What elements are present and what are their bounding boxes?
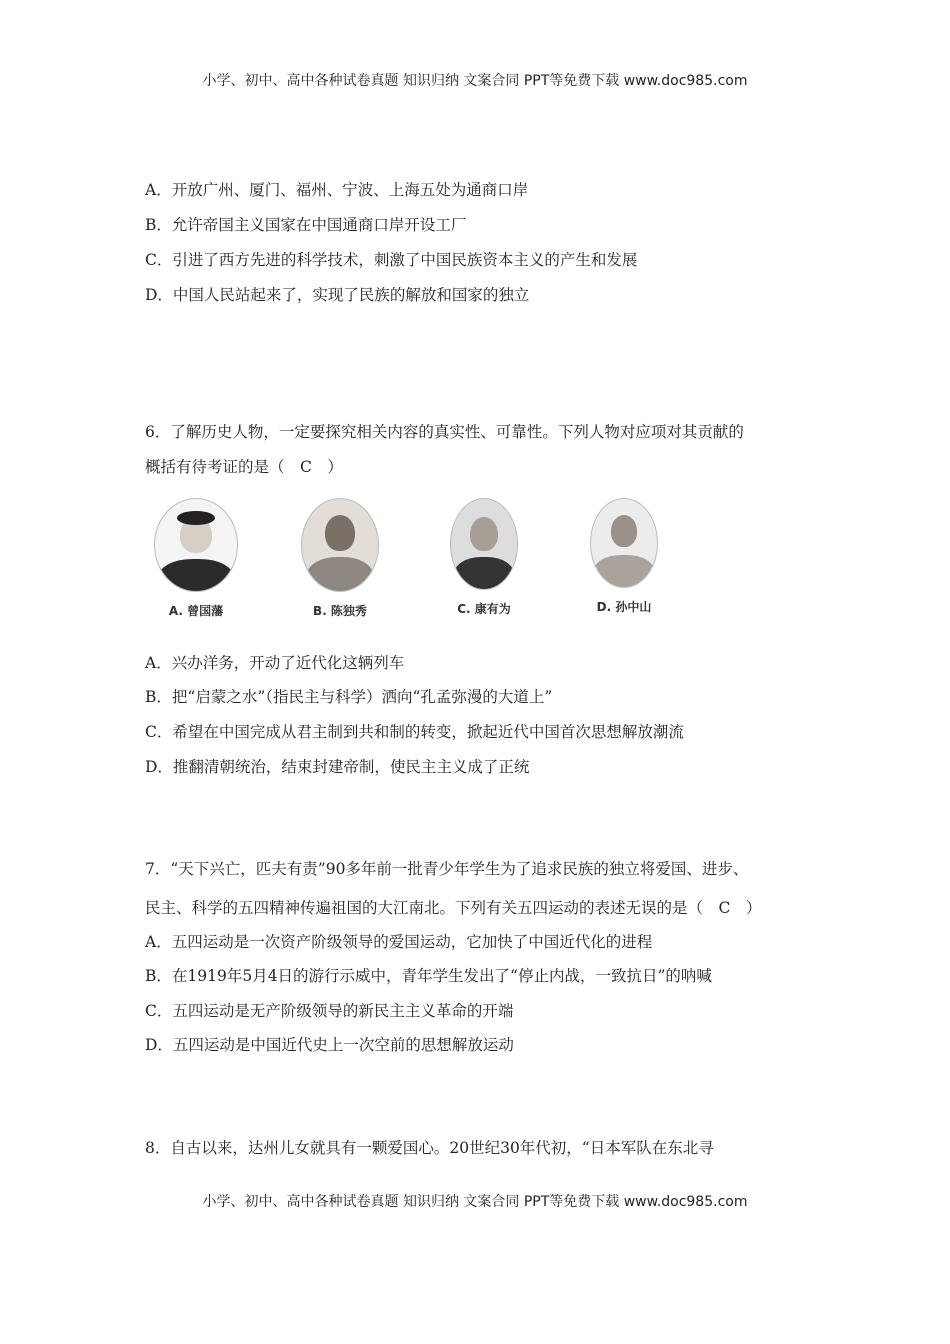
- portrait-a: [136, 498, 256, 619]
- portrait-image: [154, 498, 238, 592]
- portrait-c: [424, 498, 544, 617]
- portrait-caption: A. 曾国藩: [168, 604, 224, 618]
- portrait-caption: B. 陈独秀: [313, 604, 367, 618]
- portrait-image: [301, 498, 379, 592]
- q6-option-d: D．推翻清朝统治，结束封建帝制，使民主主义成了正统: [145, 758, 530, 776]
- q6-option-a: A．兴办洋务，开动了近代化这辆列车: [145, 654, 405, 672]
- q5-option-c: C．引进了西方先进的科学技术，刺激了中国民族资本主义的产生和发展: [145, 251, 638, 269]
- portrait-b: [280, 498, 400, 619]
- portrait-image: [450, 498, 518, 590]
- q7-stem-line2: 民主、科学的五四精神传遍祖国的大江南北。下列有关五四运动的表述无误的是（ C ）: [145, 899, 762, 917]
- portrait-caption: D. 孙中山: [596, 600, 652, 614]
- portrait-image: [590, 498, 658, 588]
- q7-stem-line1: 7．“天下兴亡，匹夫有责”90多年前一批青少年学生为了追求民族的独立将爱国、进步、: [145, 860, 749, 878]
- portrait-caption: C. 康有为: [457, 602, 511, 616]
- page-footer: 小学、初中、高中各种试卷真题 知识归纳 文案合同 PPT等免费下载 www.doc985.com: [202, 1194, 748, 1210]
- q7-option-a: A．五四运动是一次资产阶级领导的爱国运动，它加快了中国近代化的进程: [145, 933, 653, 951]
- q7-option-c: C．五四运动是无产阶级领导的新民主主义革命的开端: [145, 1002, 514, 1020]
- q5-option-a: A．开放广州、厦门、福州、宁波、上海五处为通商口岸: [145, 181, 529, 199]
- q8-stem-line1: 8．自古以来，达州儿女就具有一颗爱国心。20世纪30年代初，“日本军队在东北寻: [145, 1139, 714, 1157]
- q5-option-d: D．中国人民站起来了，实现了民族的解放和国家的独立: [145, 286, 530, 304]
- page-header: 小学、初中、高中各种试卷真题 知识归纳 文案合同 PPT等免费下载 www.doc985.com: [202, 73, 748, 89]
- q7-option-b: B．在1919年5月4日的游行示威中，青年学生发出了“停止内战，一致抗日”的呐喊: [145, 967, 712, 985]
- q7-option-d: D．五四运动是中国近代史上一次空前的思想解放运动: [145, 1036, 514, 1054]
- q6-option-b: B．把“启蒙之水”（指民主与科学）洒向“孔孟弥漫的大道上”: [145, 688, 553, 706]
- q5-option-b: B．允许帝国主义国家在中国通商口岸开设工厂: [145, 216, 467, 234]
- q6-stem-line1: 6．了解历史人物，一定要探究相关内容的真实性、可靠性。下列人物对应项对其贡献的: [145, 423, 744, 441]
- portrait-d: [564, 498, 684, 615]
- q6-option-c: C．希望在中国完成从君主制到共和制的转变，掀起近代中国首次思想解放潮流: [145, 723, 684, 741]
- q6-stem-line2: 概括有待考证的是（ C ）: [145, 458, 343, 476]
